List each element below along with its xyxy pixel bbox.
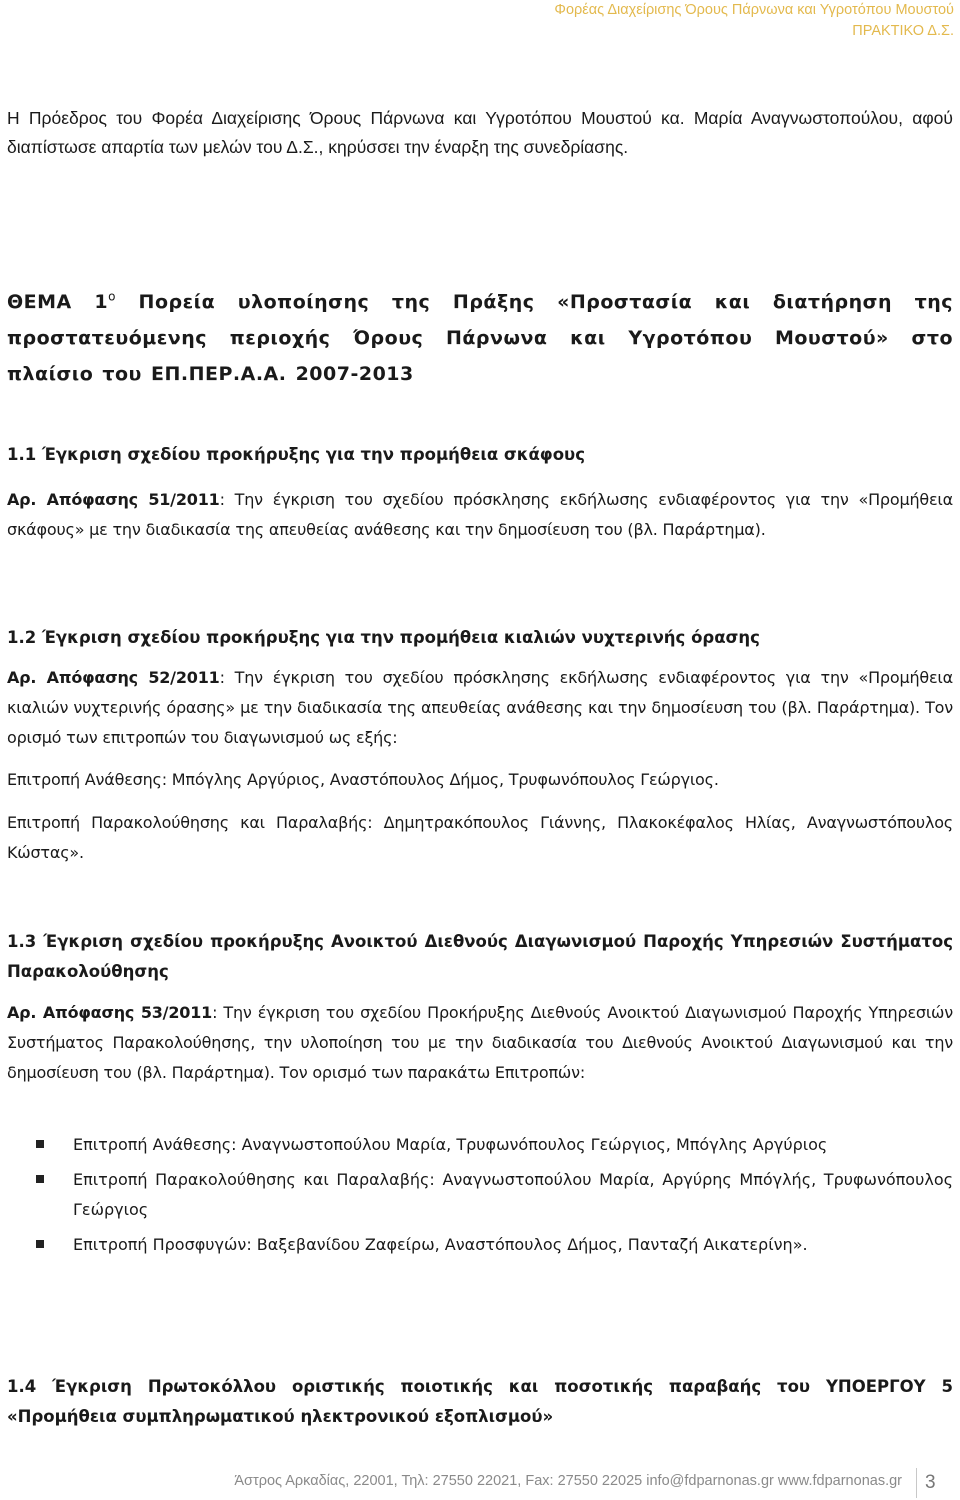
decision-53-label: Αρ. Απόφασης 53/2011 bbox=[7, 1003, 213, 1022]
committee-monitoring: Επιτροπή Παρακολούθησης και Παραλαβής: Δημητρακόπουλος Γιάννης, Πλακοκέφαλος Ηλίας, Αναγνωστόπουλος Κώστας». bbox=[7, 813, 953, 862]
decision-52-text: : Την έγκριση του σχεδίου πρόσκλησης εκδήλωσης ενδιαφέροντος για την «Προμήθεια κιαλιών νυχτερινής όρασης» με την διαδικασία της απευθείας ανάθεσης και την δημοσίευση του (βλ. Παράρτημα). Τον ορισμό των επιτροπών του διαγωνισμού ως εξής: bbox=[7, 668, 953, 747]
page-number: 3 bbox=[925, 1472, 936, 1493]
header-organization: Φορέας Διαχείρισης Όρους Πάρνωνα και Υγροτόπου Μουστού bbox=[554, 2, 954, 18]
committee-award: Επιτροπή Ανάθεσης: Μπόγλης Αργύριος, Αναστόπουλος Δήμος, Τρυφωνόπουλος Γεώργιος. bbox=[7, 770, 719, 789]
theme-superscript: ο bbox=[108, 289, 116, 304]
section-1-4-heading: 1.4 Έγκριση Πρωτοκόλλου οριστικής ποιοτικής και ποσοτικής παραβαής του ΥΠΟΕΡΓΟΥ 5 «Προμήθεια συμπληρωματικού ηλεκτρονικού εξοπλισμού» bbox=[7, 1377, 953, 1426]
page-footer bbox=[0, 1464, 960, 1500]
theme-title bbox=[7, 284, 953, 392]
intro-paragraph: Η Πρόεδρος του Φορέα Διαχείρισης Όρους Πάρνωνα και Υγροτόπου Μουστού κα. Μαρία Αναγνωστοπούλου, αφού διαπίστωσε απαρτία των μελών του Δ.Σ., κηρύσσει την έναρξη της συνεδρίασης. bbox=[7, 108, 953, 157]
list-item bbox=[7, 1130, 953, 1160]
bullet-text: Επιτροπή Ανάθεσης: Αναγνωστοπούλου Μαρία, Τρυφωνόπουλος Γεώργιος, Μπόγλης Αργύριος bbox=[73, 1135, 828, 1154]
section-1-1-decision bbox=[7, 485, 953, 545]
decision-52-label: Αρ. Απόφασης 52/2011 bbox=[7, 668, 220, 687]
committee-bullet-list bbox=[7, 1130, 953, 1265]
decision-53-text: : Την έγκριση του σχεδίου Προκήρυξης Διεθνούς Ανοικτού Διαγωνισμού Παροχής Υπηρεσιών Συστήματος Παρακολούθησης, την υλοποίηση του με την διαδικασία του Διεθνούς Ανοικτού Διαγωνισμού και την δημοσίευση του (βλ. Παράρτημα). Τον ορισμό των παρακάτω Επιτροπών: bbox=[7, 1003, 953, 1082]
bullet-text: Επιτροπή Παρακολούθησης και Παραλαβής: Αναγνωστοπούλου Μαρία, Αργύρης Μπόγλής, Τρυφωνόπουλος Γεώργιος bbox=[73, 1170, 953, 1219]
bullet-text: Επιτροπή Προσφυγών: Βαξεβανίδου Ζαφείρω, Αναστόπουλος Δήμος, Πανταζή Αικατερίνη». bbox=[73, 1235, 808, 1254]
decision-51-label: Αρ. Απόφασης 51/2011 bbox=[7, 490, 220, 509]
section-1-1-heading: 1.1 Έγκριση σχεδίου προκήρυξης για την προμήθεια σκάφους bbox=[7, 445, 585, 464]
decision-51-text: : Την έγκριση του σχεδίου πρόσκλησης εκδήλωσης ενδιαφέροντος για την «Προμήθεια σκάφους» με την διαδικασία της απευθείας ανάθεσης και την δημοσίευση του (βλ. Παράρτημα). bbox=[7, 490, 953, 539]
section-1-2-heading: 1.2 Έγκριση σχεδίου προκήρυξης για την προμήθεια κιαλιών νυχτερινής όρασης bbox=[7, 628, 760, 647]
theme-prefix: ΘΕΜΑ 1 bbox=[7, 291, 109, 313]
square-bullet-icon bbox=[36, 1240, 44, 1248]
section-1-3-decision bbox=[7, 998, 953, 1088]
list-item bbox=[7, 1230, 953, 1260]
footer-divider bbox=[916, 1468, 917, 1498]
square-bullet-icon bbox=[36, 1175, 44, 1183]
list-item bbox=[7, 1165, 953, 1225]
running-header bbox=[554, 0, 954, 42]
section-1-2-decision bbox=[7, 663, 953, 753]
square-bullet-icon bbox=[36, 1140, 44, 1148]
header-document-type: ΠΡΑΚΤΙΚΟ Δ.Σ. bbox=[852, 23, 954, 39]
section-1-3-heading: 1.3 Έγκριση σχεδίου προκήρυξης Ανοικτού Διεθνούς Διαγωνισμού Παροχής Υπηρεσιών Συστήματος Παρακολούθησης bbox=[7, 932, 953, 981]
theme-text: Πορεία υλοποίησης της Πράξης «Προστασία και διατήρηση της προστατευόμενης περιοχής Όρους Πάρνωνα και Υγροτόπου Μουστού» στο πλαίσιο του ΕΠ.ΠΕΡ.Α.Α. 2007-2013 bbox=[7, 291, 954, 385]
footer-contact: Άστρος Αρκαδίας, 22001, Τηλ: 27550 22021, Fax: 27550 22025 info@fdparnonas.gr www.fdparnonas.gr bbox=[234, 1473, 902, 1489]
